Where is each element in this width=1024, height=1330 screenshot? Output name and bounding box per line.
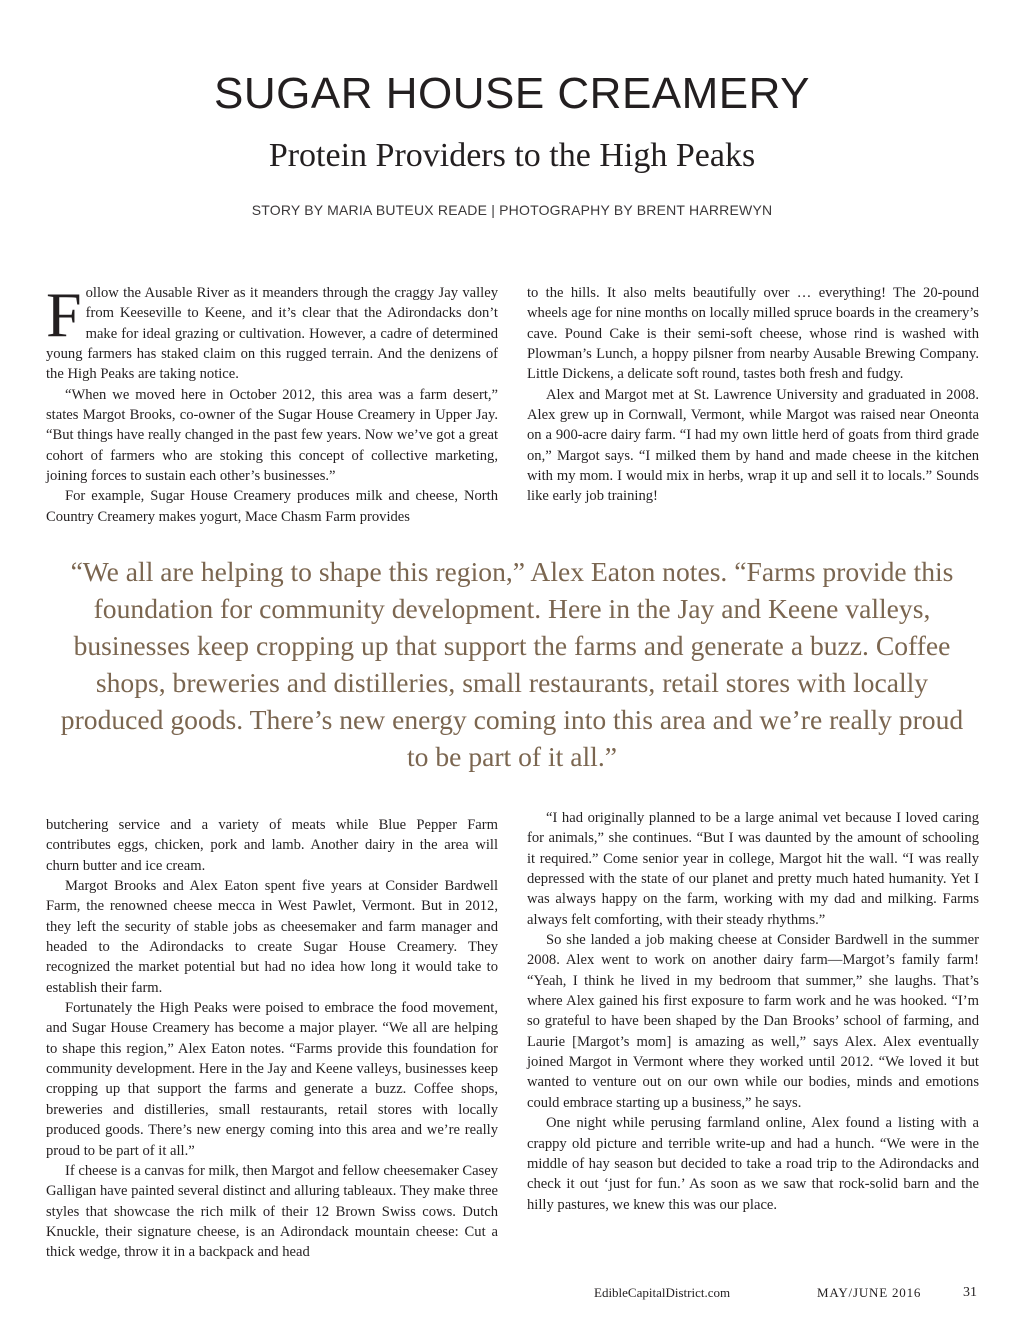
paragraph: butchering service and a variety of meats while Blue Pepper Farm contributes eggs, chicken, pork and lamb. Another dairy in the area will churn butter and ice cream.	[46, 817, 498, 874]
article-title: SUGAR HOUSE CREAMERY	[214, 69, 810, 118]
paragraph-text: ollow the Ausable River as it meanders through the craggy Jay valley from Keeseville to Keene, and it’s clear that the Adirondacks don’t make for ideal grazing or cultivation. However, a cadre of determined young farmers has staked claim on this rugged terrain. And the denizens of the High Peaks are taking notice.	[46, 285, 498, 383]
paragraph: Margot Brooks and Alex Eaton spent five years at Consider Bardwell Farm, the renowned cheese mecca in West Pawlet, Vermont. But in 2012, they left the security of stable jobs as cheesemaker and farm manager and headed to the Adirondacks to create Sugar House Creamery. They recognized the market potential but had no idea how long it would take to establish their farm.	[46, 878, 498, 996]
paragraph: For example, Sugar House Creamery produces milk and cheese, North Country Creamery makes yogurt, Mace Chasm Farm provides	[46, 488, 498, 525]
drop-cap: F	[46, 279, 82, 350]
paragraph	[46, 279, 498, 385]
paragraph: “I had originally planned to be a large animal vet because I loved caring for animals,” she continues. “But I was daunted by the amount of schooling it required.” Come senior year in college, Margot hit the wall. “I was really depressed with the state of our planet and pretty much hated humanity. Yet I was always happy on the farm, working with my dad and milking. Farms always felt comforting, with their steady rhythms.”	[527, 810, 979, 928]
column-bottom-right	[527, 808, 979, 1215]
paragraph: So she landed a job making cheese at Consider Bardwell in the summer 2008. Alex went to work on another dairy farm—Margot’s family farm! “Yeah, I think he lived in my bedroom that summer,” she laughs. That’s where Alex gained his first exposure to farm work and he was hooked. “I’m so grateful to have been shaped by the Dan Brooks’ school of farming, and Laurie [Margot’s mom] is amazing as well,” says Alex. Alex eventually joined Margot in Vermont where they worked until 2012. “We loved it but wanted to venture out on our own while our bodies, minds and emotions could embrace starting up a business,” he says.	[527, 932, 979, 1111]
article-subtitle: Protein Providers to the High Peaks	[268, 137, 756, 174]
column-top-right	[527, 283, 979, 507]
paragraph: “When we moved here in October 2012, this area was a farm desert,” states Margot Brooks, co-owner of the Sugar House Creamery in Upper Jay. “But things have really changed in the past few years. Now we’ve got a great cohort of farmers who are stoking this concept of collective marketing, joining forces to sustain each other’s businesses.”	[46, 386, 498, 485]
paragraph: Alex and Margot met at St. Lawrence University and graduated in 2008. Alex grew up in Cornwall, Vermont, while Margot was raised near Oneonta on a 900-acre dairy farm. “I had my own little herd of goats from third grade on,” Margot says. “I milked them by hand and made cheese in the kitchen with my mom. I would mix in herbs, wrap it up and sell it to locals.” Sounds like early job training!	[527, 386, 979, 505]
paragraph: Fortunately the High Peaks were poised to embrace the food movement, and Sugar House Creamery has become a major player. “We all are helping to shape this region,” Alex Eaton notes. “Farms provide this foundation for community development. Here in the Jay and Keene valleys, businesses keep cropping up that support the farms and generate a buzz. Coffee shops, breweries and distilleries, small restaurants, retail stores with locally produced goods. There’s new energy coming into this area and we’re really proud to be part of it all.”	[46, 1000, 498, 1159]
paragraph: If cheese is a canvas for milk, then Margot and fellow cheesemaker Casey Galligan have painted several distinct and alluring tableaux. They make three styles that showcase the rich milk of their 12 Brown Swiss cows. Dutch Knuckle, their signature cheese, is an Adirondack mountain cheese: Cut a thick wedge, throw it in a backpack and head	[46, 1162, 498, 1261]
byline: STORY BY MARIA BUTEUX READE | PHOTOGRAPHY BY BRENT HARREWYN	[251, 202, 773, 218]
page-number: 31	[963, 1285, 977, 1300]
column-top-left	[46, 279, 498, 527]
page-footer	[0, 1283, 1024, 1307]
footer-website: EdibleCapitalDistrict.com	[594, 1285, 731, 1300]
footer-issue-date: MAY/JUNE 2016	[817, 1285, 922, 1300]
paragraph: One night while perusing farmland online, Alex found a listing with a crappy old picture and terrible write-up and had a hunch. “We were in the middle of hay season but decided to take a road trip to the Adirondacks and check it out ‘just for fun.’ As soon as we saw that rock-solid barn and the hilly pastures, we knew this was our place.	[527, 1115, 979, 1213]
column-bottom-left	[46, 815, 498, 1263]
pull-quote: “We all are helping to shape this region,” Alex Eaton notes. “Farms provide this foundation for community development. Here in the Jay and Keene valleys, businesses keep cropping up that support the farms and generate a buzz. Coffee shops, breweries and distilleries, small restaurants, retail stores with locally produced goods. There’s new energy coming into this area and we’re really proud to be part of it all.”	[60, 556, 964, 772]
paragraph: to the hills. It also melts beautifully over … everything! The 20-pound wheels age for nine months on locally milled spruce boards in the creamery’s cave. Pound Cake is their semi-soft cheese, whose rind is washed with Plowman’s Lunch, a hoppy pilsner from nearby Ausable Brewing Company. Little Dickens, a delicate soft round, tastes both fresh and fudgy.	[527, 285, 979, 383]
